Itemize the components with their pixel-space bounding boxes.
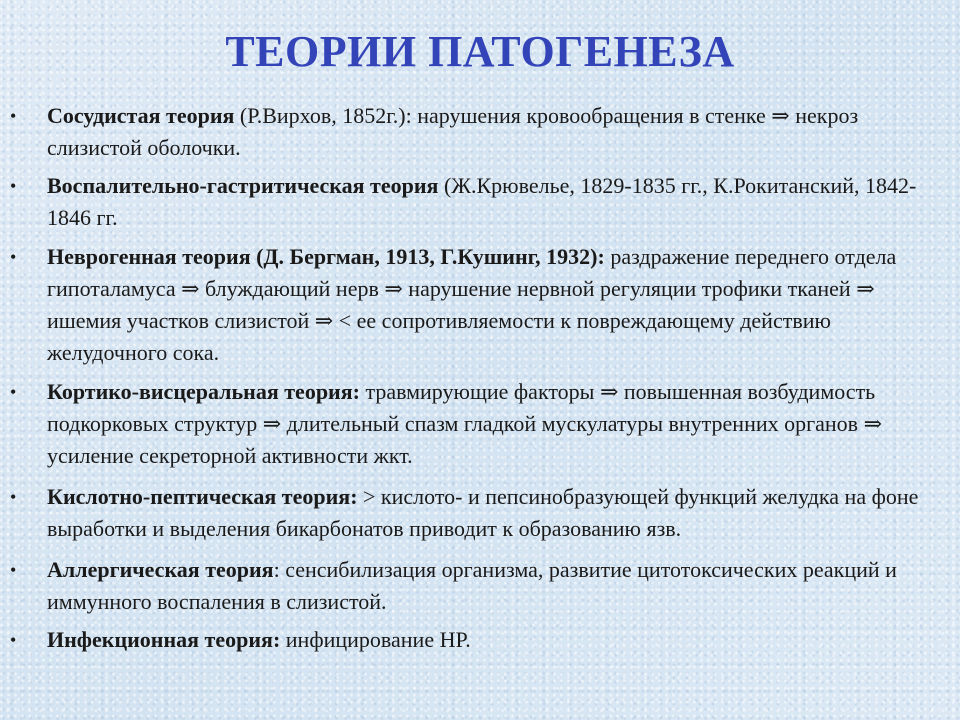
item-text: травмирующие факторы ⇒ повышенная возбудимость подкорковых структур ⇒ длительный спазм гладкой мускулатуры внутренних органов ⇒ усиление секреторной активности жкт.: [47, 379, 883, 468]
item-term: Сосудистая теория: [47, 103, 235, 128]
bullet-icon: •: [10, 487, 17, 507]
item-text: > кислото- и пепсинобразующей функций желудка на фоне выработки и выделения бикарбонатов приводит к образованию язв.: [47, 484, 919, 541]
list-item-neurogenic: [0, 241, 960, 369]
item-text: раздражение переднего отдела гипоталамуса ⇒ блуждающий нерв ⇒ нарушение нервной регуляции трофики тканей ⇒ ишемия участков слизистой ⇒ < ее сопротивляемости к повреждающему действию желудочного сока.: [47, 244, 897, 365]
list-item-allergic: [0, 554, 960, 618]
item-text: (Ж.Крювелье, 1829-1835 гг., К.Рокитанский, 1842-1846 гг.: [47, 173, 917, 230]
item-term: Кислотно-пептическая теория:: [47, 484, 358, 509]
item-text: : сенсибилизация организма, развитие цитотоксических реакций и иммунного воспаления в слизистой.: [47, 557, 897, 614]
bullet-icon: •: [10, 247, 17, 267]
list-item-inflammatory: [0, 170, 960, 234]
bullet-icon: •: [10, 382, 17, 402]
item-term: Аллергическая теория: [47, 557, 274, 582]
list-item-infectious: [0, 624, 960, 656]
list-item-vascular: [0, 100, 960, 164]
theory-list: [0, 100, 960, 663]
bullet-icon: •: [10, 630, 17, 650]
list-item-acid-peptic: [0, 481, 960, 545]
item-term: Кортико-висцеральная теория:: [47, 379, 360, 404]
list-item-cortico-visceral: [0, 376, 960, 472]
item-text: (Р.Вирхов, 1852г.): нарушения кровообращения в стенке ⇒ некроз слизистой оболочки.: [47, 103, 859, 160]
bullet-icon: •: [10, 176, 17, 196]
item-term: Неврогенная теория (Д. Бергман, 1913, Г.Кушинг, 1932):: [47, 244, 605, 269]
item-text: инфицирование HP.: [280, 627, 471, 652]
bullet-icon: •: [10, 560, 17, 580]
item-term: Инфекционная теория:: [47, 627, 281, 652]
bullet-icon: •: [10, 106, 17, 126]
item-term: Воспалительно-гастритическая теория: [47, 173, 439, 198]
slide-title: ТЕОРИИ ПАТОГЕНЕЗА: [225, 27, 735, 76]
